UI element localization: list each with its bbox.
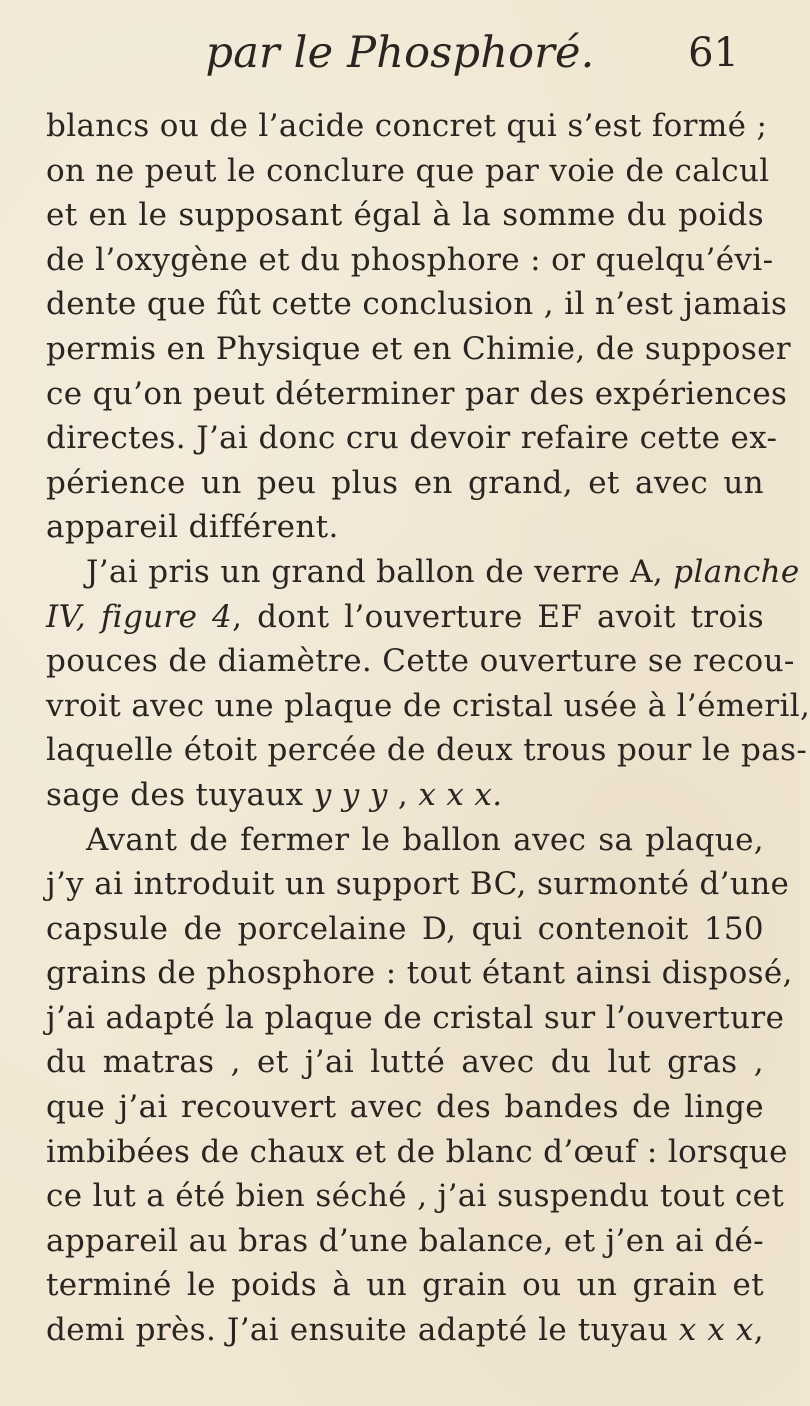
text-line-28-comma: , (753, 1312, 764, 1349)
text-line-20: grains de phosphore : tout étant ainsi disposé, (46, 955, 793, 992)
text-line-16 (46, 773, 764, 818)
text-line-24: imbibées de chaux et de blanc d’œuf : lorsque (46, 1133, 788, 1170)
text-line-15: laquelle étoit percée de deux trous pour le pas- (46, 732, 808, 769)
text-line-14: vroit avec une plaque de cristal usée à l’émeril, (46, 687, 810, 724)
text-line-12-roman: , dont l’ouverture EF avoit trois (232, 598, 765, 635)
text-line-1: blancs ou de l’acide concret qui s’est formé ; (46, 108, 768, 144)
text-line-9: périence un peu plus en grand, et avec un (46, 464, 764, 501)
text-line-12 (46, 595, 764, 640)
text-line-18: j’y ai introduit un support BC, surmonté d’une (46, 866, 790, 903)
text-line-25: ce lut a été bien séché , j’ai suspendu tout cet (46, 1178, 785, 1215)
text-line-28 (46, 1308, 764, 1353)
text-line-11-italic: planche (673, 553, 800, 590)
text-line-12-italic: IV, figure 4 (46, 598, 233, 635)
text-line-16-italic-y: y y y (313, 776, 388, 813)
text-line-27: terminé le poids à un grain ou un grain et (46, 1267, 764, 1304)
running-head: par le Phosphoré. (205, 28, 595, 78)
text-line-19: capsule de porcelaine D, qui contenoit 150 (46, 910, 764, 947)
text-line-11-roman: J’ai pris un grand ballon de verre A, (86, 553, 674, 590)
page-header (0, 28, 800, 98)
text-line-7: ce qu’on peut déterminer par des expériences (46, 375, 788, 412)
text-line-6: permis en Physique et en Chimie, de supposer (46, 330, 791, 367)
text-line-5: dente que fût cette conclusion , il n’est jamais (46, 286, 788, 323)
text-line-26: appareil au bras d’une balance, et j’en ai dé- (46, 1222, 764, 1259)
text-line-21: j’ai adapté la plaque de cristal sur l’ouverture (46, 999, 785, 1036)
text-line-16-italic-x: x x x. (418, 776, 503, 813)
text-line-28-italic: x x x (678, 1312, 754, 1349)
text-line-10: appareil différent. (46, 509, 339, 546)
page-number: 61 (688, 30, 739, 76)
text-line-13: pouces de diamètre. Cette ouverture se recou- (46, 643, 795, 680)
text-line-4: de l’oxygène et du phosphore : or quelqu’évi- (46, 241, 774, 278)
body-text (46, 104, 810, 1353)
text-line-2: on ne peut le conclure que par voie de calcul (46, 152, 770, 189)
text-line-23: que j’ai recouvert avec des bandes de linge (46, 1089, 764, 1126)
text-line-16-roman: sage des tuyaux (46, 776, 314, 813)
text-line-22: du matras , et j’ai lutté avec du lut gras , (46, 1044, 764, 1081)
text-line-17: Avant de fermer le ballon avec sa plaque, (86, 821, 764, 858)
text-line-8: directes. J’ai donc cru devoir refaire cette ex- (46, 420, 778, 457)
text-line-16-comma: , (387, 776, 419, 813)
text-line-3: et en le supposant égal à la somme du poids (46, 197, 764, 234)
text-line-11 (46, 550, 800, 595)
text-line-28-roman: demi près. J’ai ensuite adapté le tuyau (46, 1312, 679, 1349)
